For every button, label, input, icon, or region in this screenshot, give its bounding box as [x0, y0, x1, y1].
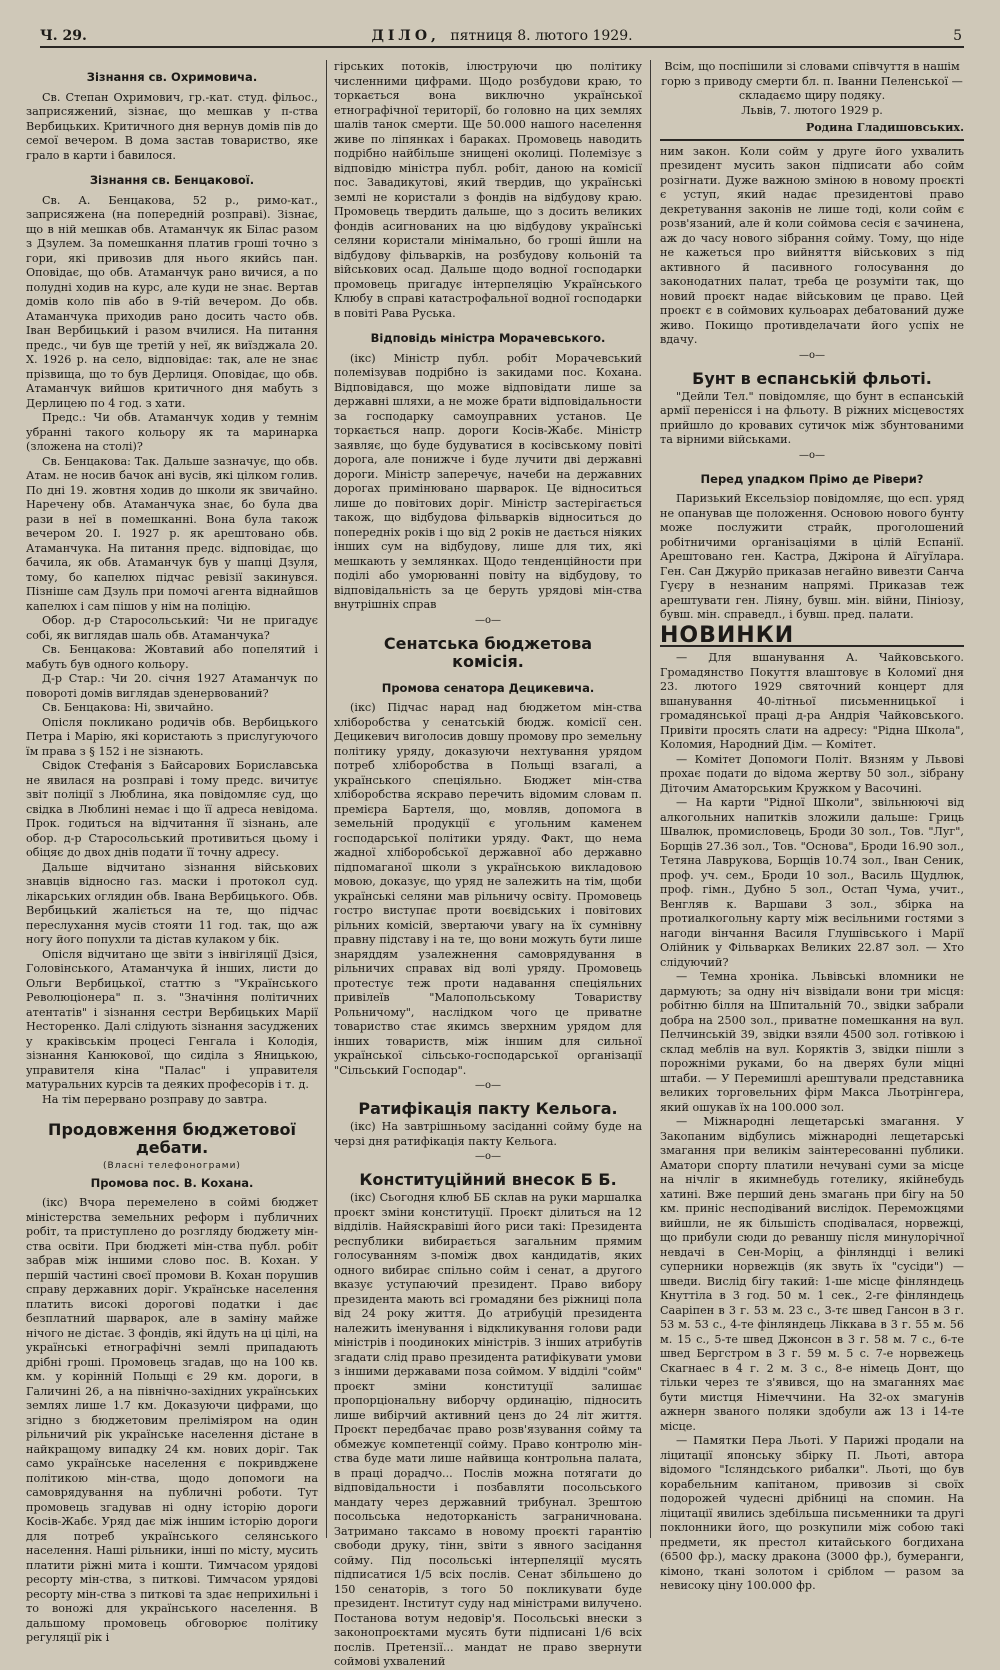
- column-2: [334, 60, 642, 1668]
- paragraph: (ікс) Вчора перемелено в соймі бюджет міністерства земельних реформ і публичних робіт, та приступлено до розгляду бюджету мін-ства освіти. При бюджеті мін-ства публ. робіт забрав між іншими слово пос. В. Кохан. У першій частині своєї промови В. Кохан порушив справу державних доріг. Українське населення платить високі дорогові податки і дає безплатний шарварок, але в заміну майже нічого не дістає. З фондів, які йдуть на ці цілі, на українські етнографічні землі припадають дрібні гроші. Промовець згадав, що на 100 кв. км. у корінній Польщі є 29 км. дороги, в Галичині 26, а на північно-західних українських землях лише 1.7 км. Доказуючи цифрами, що згідно з бюджетовим преліміяром на один рільничий рік українське населення дістане в найкращому випадку 24 км. нових доріг. Так само українське населення є покривджене політикою мін-ства, щодо допомоги на самоврядування на публичні роботи. Тут промовець згадував ні одну історію дороги Косів-Жабє. Уряд дає між іншим історію дороги для потреб українського селянського населення. Наші рільники, інші по місту, мусить платити ріжні мита і кошти. Тимчасом урядові ресорту мін-ства, з питкові. Тимчасом урядові ресорту мін-ства з питкові та здає неприхильні і то воножі для українського населення. В дальшому промовець обговорює політику регуляції рік і: [26, 1196, 318, 1644]
- column-1: [26, 60, 318, 1644]
- news-item: — Для вшанування А. Чайковського. Громадянство Покуття влаштовує в Коломиї дня 23. лютого 1929 святочний концерт для вшанування 40-літньої письменницької і громадянської праці д-ра Андрія Чайковського. Привіти просять слати на адресу: "Рідна Школа", Коломия, Народний Дім. — Комітет.: [660, 651, 964, 751]
- news-item: — На карти "Рідної Школи", звільнюючі від алкогольних напитків зложили дальше: Гриць Швалюк, промисловець, Броди 30 зол., Тов. "Луг", Борщів 27.36 зол., Тов. "Основа", Броди 16.90 зол., Тетяна Лаврукова, Борщів 10.74 зол., Іван Сеник, проф. уч. сем., Броди 10 зол., Василь Щудлюк, проф. гімн., Дубно 5 зол., Остап Чума, учит., Венгляв к. Варшави 3 зол., збірка на протиалкогольну карту між весільними гостями з нагоди вінчання Василя Глушівського і Марії Олійник у Фільварках Великих 22.87 зол. — Хто слідуючий?: [660, 796, 964, 969]
- subheading-primo-de-rivera: Перед упадком Прімо де Рівери?: [700, 471, 924, 486]
- page-number: 5: [953, 28, 962, 44]
- column-rule-2: [650, 60, 651, 1538]
- subheading-okhrymovych: Зізнання св. Охримовича.: [86, 70, 258, 84]
- news-item: — Міжнародні лещетарські змагання. У Закопаним відбулись міжнародні лещетарські змагання при великім заінтересованні публики. Аматори спорту платили нечувані суми за місце на нічліг в якимнебудь готелику, якійнебудь хатині. Вже перший день змагань при бігу на 50 км. приніс несподіваний вислідок. Переможцями вийшли, не як більшість сподівалася, норвежці, що прибули сюди до реваншу після минулорічної невдачі в Сен-Моріц, а фінляндці і великі суперники норвежців (як звуть їх "сусіди") — шведи. Вислід бігу такий: 1-ше місце фінляндець Кнуттіла в 3 год. 50 м. 1 сек., 2-ге фінляндець Сааріпен в 3 г. 53 м. 23 с., 3-тє швед Гансон в 3 г. 53 м. 53 с., 4-те фінляндець Ліккава в 3 г. 55 м. 56 м. 15 с., 5-те швед Джонсон в 3 г. 58 м. 7 с., 6-те швед Бергстром в 3 г. 59 м. 5 с. 7-е норвежець Скагнаес в 4 г. 2 м. 3 с., 8-е німець Донт, що тільки через те з'явився, що на змаганнях має бути мистця Німеччини. На 32-ох змагунів ажнерн званого поляки здобули аж 13 і 14-те місце.: [660, 1115, 964, 1433]
- paragraph: Опісля відчитано ще звіти з інвігіляції Дзіся, Головінського, Атаманчука й інших, листи до Ольги Вербицької, статтю з "Українського Революціонера" п. з. "Значіння політичних атентатів" і зізнання сестри Вербицьких Марії Несторенко. Далі слідують зізнання засуджених у краківськім процесі Генгала і Колодія, зізнання Канюкової, що сиділа з Яницькою, управителя кіна "Палас" і управителя матуральних курсів та деяких професорів і т. д.: [26, 947, 318, 1091]
- separator: —о—: [474, 1151, 502, 1162]
- paragraph: ним закон. Коли сойм у друге його ухвалить президент мусить закон підписати або сойм розігнати. Дуже важною зміною в новому проєкті є уступ, який надає президентові право декретування законів не лише тоді, коли сойм є розв'язаний, але й коли соймова сесія є зачинена, аж до часу нового зібрання сойму. Тому, що ніде не кажеться про вийняття військових з під активного й пасивного голосування до законодатних палат, треба це розуміти так, що новий проєкт надає військовим це право. Цей проєкт є в соймових кульоарах дебатований дуже живо. Покищо противделачати його успіх не вдачу.: [660, 144, 964, 346]
- news-item: — Комітет Допомоги Політ. Вязням у Львові прохає подати до відома жертву 50 зол., зібрану Діточим Аматорським Кружком у Васочині.: [660, 752, 964, 795]
- paragraph: Св. Бенцакова: Жовтавий або попелятий і мабуть був одного кольору.: [26, 643, 318, 671]
- paper-title: ДІЛО,: [371, 28, 440, 44]
- paragraph: Обор. д-р Старосольський: Чи не пригадує собі, як виглядав шаль обв. Атаманчука?: [26, 614, 318, 642]
- paragraph: Св. Степан Охримович, гр.-кат. студ. фільос., заприсяжений, зізнає, що мешкав у п-ства Вербицьких. Критичного дня вернув домів пів до семої вечером. В дома застав товариство, яке грало в карти і бавилося.: [26, 90, 318, 162]
- thanks-text: Всім, що поспішили зі словами співчуття в нашім горю з приводу смерти бл. п. Іванни Пеленської — складаємо щиру подяку.: [661, 60, 963, 102]
- paragraph: (ікс) Міністр публ. робіт Морачевський полемізував подрібно із закидами пос. Кохана. Відповідався, що може відповідати лише за державні шляхи, а не може брати відповідальности за господарку самоуправних установ. Це торкається напр. дороги Косів-Жабє. Міністр заявляє, що буде будуватися в косівському повіті дорога, але понижче і буде лучити дві державні дороги. Міністр заперечує, начеби на державних дорогах примінювано шарварок. Це відноситься лише до повітових доріг. Міністр застерігається також, що відбудова фільварків відноситься до попередніх років і що від 2 років не дається ніяких інших сум на відбудову, лише для тих, які мешкають у землянках. Щодо тенденційности при поділі або уморюванні повіту на відбудову, то відповідальність за це беруть урядові мін-ства внутрішніх справ: [334, 351, 642, 611]
- thanks-notice: [660, 60, 964, 141]
- news-item: — Памятки Пера Льоті. У Парижі продали на ліцитації японську збірку П. Льоті, автора відомого "Ісляндського рибалки". Льоті, що був корабельним капітаном, привозив зі своїх подорожей чудесні дрібниці на спомин. На ліцитації явились здебільша письменники та другі поклонники його, що розкупили між собою такі предмети, як престол китайського богдихана (6500 фр.), маску дракона (3000 фр.), бумеранги, кімоно, ткані золотом і сріблом — разом за невисоку ціну 100.000 фр.: [660, 1434, 964, 1592]
- headline-spanish-fleet: Бунт в еспанській фльоті.: [692, 368, 932, 388]
- paragraph: Д-р Стар.: Чи 20. січня 1927 Атаманчук по повороті домів виглядав зденервований?: [26, 672, 318, 700]
- separator: —о—: [474, 1080, 502, 1091]
- dateline-note: (Власні телефонограми): [103, 1161, 241, 1171]
- headline-senate-commission: [334, 635, 642, 671]
- issue-number: Ч. 29.: [40, 28, 87, 44]
- masthead-center: [40, 28, 964, 44]
- separator: —о—: [474, 614, 502, 626]
- paragraph: "Дейли Тел." повідомляє, що бунт в еспанській армії перенісся і на фльоту. В ріжних місцевостях прийшло до кровавих сутичок між збунтованими та вірними військами.: [660, 389, 964, 446]
- headline-line: Продовження бюджетової: [48, 1120, 296, 1139]
- masthead: [40, 26, 964, 48]
- column-3: [660, 60, 964, 1592]
- paragraph: Св. А. Бенцакова, 52 р., римо-кат., заприсяжена (на попередній розправі). Зізнає, що в ній мешкав обв. Атаманчук як Білас разом з Дзулем. За помешкання платив гроші точно з гори, які привозив для нього якийсь пан. Оповідає, що обв. Атаманчук рано вичися, а по полудні ходив на курс, але куди не знає. Вертав домів коло пів або в 9-тій вечером. До обв. Атаманчука приходив рано досить часто обв. Іван Вербицький і разом вчилися. На питання предс., чи був ще третій у неї, як виїзджала 20. X. 1926 р. на село, відповідає: так, але не знає прізвища, що то був Дерлиця. Оповідає, що обв. Атаманчук вийшов критичного дня мабуть з Дерлицею по 4 год. з хати.: [26, 193, 318, 410]
- separator: —о—: [798, 349, 826, 361]
- paragraph: (ікс) Сьогодня клюб ББ склав на руки маршалка проєкт зміни конституції. Проєкт ділиться на 12 відділів. Найяскравіші його риси такі: Президента республики вибирається загальним прямим голосуванням з-поміж двох кандидатів, яких одного вибирає спільно сойм і сенат, а другого вказує уступаючий президент. Право вибору президента мають всі громадяни без ріжниці пола від 24 року життя. До атрибуцій президента належить іменування і відкликування голови ради міністрів і поодиноких міністрів. З інших атрибутів згадати слід право президента ратифікувати умови з іншими державами поза соймом. У відділі "сойм" проєкт зміни конституції залишає пропорціональну виборчу ординацію, підносить лише вибірчий активний ценз до 24 літ життя. Проєкт передбачає право розв'язування сойму та обмежує компетенції сойму. Право контролю мін-ства буде мати лише найвища контрольна палата, в праці дорадчо... Послів можна потягати до відповідальности і позбавляти посольського мандату через державний трибунал. Зрештою посольська недоторканість заграничнована. Затримано таксамо в новому проєкті гарантію свободи друку, тінн, звіти з явного засідання сойму. Під посольські інтерпеляції мусять підписатися 1/5 всіх послів. Сенат збільшено до 150 сенаторів, з того 50 покликувати буде президент. Інститут суду над міністрами вилучено. Постанова вотум недовір'я. Посольські внески з законопроєктами мусять бути підписані 1/6 всіх послів. Претензії... мандат не право звернути соймові ухвалений: [334, 1191, 642, 1668]
- paragraph: Предс.: Чи обв. Атаманчук ходив у темнім убранні такого кольору як та маринарка (зложена на столі)?: [26, 411, 318, 453]
- subheading-morachevsky: Відповідь міністра Морачевського.: [370, 331, 606, 345]
- paragraph: Св. Бенцакова: Ні, звичайно.: [42, 701, 214, 714]
- headline-budget-debate: [26, 1121, 318, 1157]
- headline-constitution: Конституційний внесок Б Б.: [359, 1170, 617, 1189]
- headline-line: Сенатська бюджетова: [383, 633, 593, 653]
- paragraph: Опісля покликано родичів обв. Вербицького Петра і Марію, які користають з прислугуючого їм права з § 152 і не зізнають.: [26, 715, 318, 758]
- headline-kellogg-pact: Ратифікація пакту Кельога.: [358, 1099, 618, 1118]
- headline-line: комісія.: [452, 651, 524, 671]
- subheading-kokhan: Промова пос. В. Кохана.: [90, 1175, 254, 1190]
- paragraph: На тім перервано розправу до завтра.: [42, 1092, 268, 1106]
- subheading-bentsakova: Зізнання св. Бенцакової.: [89, 173, 255, 187]
- paragraph: Дальше відчитано зізнання військових знавців відносно газ. маски і протокол суд. лікарських оглядин обв. Івана Вербицького. Обв. Вербицький жаліється на те, що підчас переслухання мусів стояти 11 год. так, що аж ногу його попухли та дістав кулаком у бік.: [26, 860, 318, 946]
- headline-line: дебати.: [135, 1138, 209, 1157]
- thanks-signature: Родина Гладишовських.: [805, 120, 964, 134]
- section-title-news: НОВИНКИ: [660, 629, 964, 648]
- separator: —о—: [798, 449, 826, 461]
- paragraph: Св. Бенцакова: Так. Дальше зазначує, що обв. Атам. не носив бачок ані вусів, які цілком голив. По дні 19. жовтня ходив до школи як звичайно. Наречену обв. Атаманчука знає, бо була два рази в неї в помешканні. Вона була також вечером 20. I. 1927 р. як арештовано обв. Атаманчука. На питання предс. відповідає, що бачила, як обв. Атаманчук був у шапці Дзуля, тому, бо капелюх підчас ревізії закинувся. Пізніше сам Дзуль при помочі агента віднайшов капелюх і сам пішов у нім на поліцію.: [26, 454, 318, 613]
- subheading-detsykevych: Промова сенатора Децикевича.: [381, 680, 595, 695]
- paragraph: гірських потоків, ілюструючи цю політику численними цифрами. Щодо розбудови краю, то торкається вона виключно української етнографічної території, бо головно на цих землях шалів танок смерти. Ще 50.000 нашого населення живе по ліпянках і бараках. Промовець наводить подрібно найбільше знищені околиці. Полемізує з відповідю міністра публ. робіт, даною на комісії пос. Завадикутові, який твердив, що українські землі не користали з фондів на відбудову краю. Промовець твердить дальше, що з досить великих фондів асигнованих на цю відбудову українські селяни користали мінімально, бо гроші йшли на відбудову фільварків, на розбудову кольоній та військових осад. Дальше щодо водної господарки промовець пригадує інтерпеляцію Українського Клюбу в справі катастрофальної водної господарки в повіті Рава Руська.: [334, 60, 642, 320]
- issue-date: пятниця 8. лютого 1929.: [450, 28, 633, 44]
- paragraph: Паризький Ексельзіор повідомляє, що есп. уряд не опанував ще положення. Основою нового бунту може послужити страйк, проголошений робітничими організаціями в цілій Еспанії. Арештовано ген. Кастра, Джірона й Аїгуїлара. Ген. Сан Джурйо приказав негайно вивезти Санча Гуєру в незнаним напрямі. Приказав теж арештувати ген. Ліяну, бувш. мін. війни, Пініозу, бувш. мін. справедл., і бувш. пред. палати.: [660, 492, 964, 621]
- news-item: — Темна хроніка. Львівські вломники не дармують; за одну ніч візвідали вони три місця: робітню білля на Шпитальній 70., звідки забрали добра на 2500 зол., приватне помешкання на вул. Пелчинській 39, звідки взяли 4500 зол. готівкою і склад меблів на вул. Коряктів 3, звідки пішли з порожніми руками, бо на дверях були міцні штаби. — У Перемишлі арештували представника великих торговельних фірм Макса Льотрінгера, який ошукав їх на 100.000 зол.: [660, 970, 964, 1114]
- column-rule-1: [326, 60, 327, 1538]
- paragraph: (ікс) Підчас нарад над бюджетом мін-ства хліборобства у сенатській бюдж. комісії сен. Децикевич виголосив довшу промову про земельну політику уряду, доказуючи нехтування урядом потреб хліборобства в Польщі взагалі, а українського спеціяльно. Бюджет мін-ства хліборобства яскраво перечить відомим словам п. премієра Бартеля, що, мовляв, допомога в земельній продукції є угольним каменем господарської політики уряду. Факт, що нема жадної хліборобської державної або державно підпомаганої школи з українською викладовою мовою, доказує, що уряд не залежить на тім, щоби українські селяни мав рільничу освіту. Промовець гостро виступає проти воєвідських і повітових рільних комісій, звертаючи увагу на їх сумнівну правну підставу і на те, що вони можуть бути лише знаряддям узалежнення самоврядування в рільничих справах від волі уряду. Промовець протестує теж проти надавання спеціяльних привілеїв "Малопольському Товариству Рольничому", наслідком чого це приватне товариство стає якимсь зверхним урядом для інших товариств, між іншим для сильної української сільсько-господарської організації "Сільський Господар".: [334, 701, 642, 1077]
- thanks-place-date: Львів, 7. лютого 1929 р.: [741, 103, 883, 117]
- paragraph: Свідок Стефанія з Байсарових Бориславська не явилася на розправі і тому предс. вичитує звіт поліції з Люблина, яка повідомляє суд, що свідка в Люблині немає і що її адреса невідома. Прок. годиться на відчитання її зізнань, але обор. д-р Старосольський противиться цьому і обіцяє до двох днів подати її точну адресу.: [26, 759, 318, 859]
- paragraph: (ікс) На завтрішньому засіданні сойму буде на черзі дня ратифікація пакту Кельога.: [334, 1120, 642, 1148]
